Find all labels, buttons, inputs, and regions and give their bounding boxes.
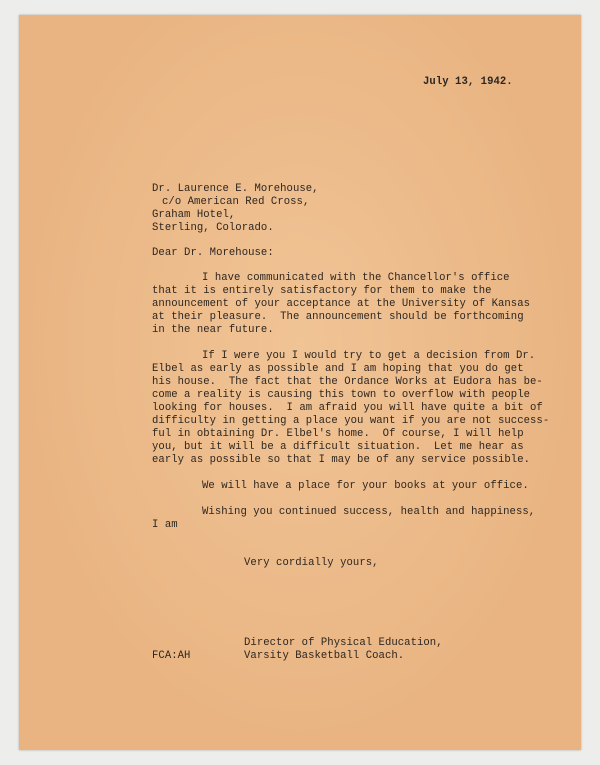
paragraph-line: Elbel as early as possible and I am hoping that you do get	[152, 363, 524, 375]
letter-paper	[19, 15, 581, 750]
paragraph-line: come a reality is causing this town to overflow with people	[152, 389, 531, 401]
paragraph-line: difficulty in getting a place you want if you are not success-	[152, 415, 550, 427]
recipient-name: Dr. Laurence E. Morehouse,	[152, 183, 319, 195]
paragraph-line: looking for houses. I am afraid you will have quite a bit of	[152, 402, 543, 414]
paragraph-line: you, but it will be a difficult situation. Let me hear as	[152, 441, 524, 453]
closing-i-am: I am	[152, 519, 178, 531]
recipient-hotel: Graham Hotel,	[152, 209, 236, 221]
paragraph-line: If I were you I would try to get a decision from Dr.	[202, 350, 536, 362]
letter-date: July 13, 1942.	[423, 76, 513, 88]
paragraph-line: announcement of your acceptance at the University of Kansas	[152, 298, 531, 310]
paragraph-line: his house. The fact that the Ordance Works at Eudora has be-	[152, 376, 543, 388]
signature-title-1: Director of Physical Education,	[244, 637, 443, 649]
reference-initials: FCA:AH	[152, 650, 191, 662]
paragraph-line: I have communicated with the Chancellor's office	[202, 272, 510, 284]
paragraph-line: at their pleasure. The announcement should be forthcoming	[152, 311, 524, 323]
paragraph-line: ful in obtaining Dr. Elbel's home. Of course, I will help	[152, 428, 524, 440]
recipient-care-of: c/o American Red Cross,	[162, 196, 310, 208]
paragraph-line: early as possible so that I may be of any service possible.	[152, 454, 531, 466]
closing-wish: Wishing you continued success, health and happiness,	[202, 506, 536, 518]
paragraph-line: in the near future.	[152, 324, 274, 336]
signature-title-2: Varsity Basketball Coach.	[244, 650, 405, 662]
body-paragraph-3: We will have a place for your books at your office.	[202, 480, 529, 492]
paragraph-line: that it is entirely satisfactory for them to make the	[152, 285, 492, 297]
recipient-city: Sterling, Colorado.	[152, 222, 274, 234]
valediction: Very cordially yours,	[244, 557, 379, 569]
salutation: Dear Dr. Morehouse:	[152, 247, 274, 259]
